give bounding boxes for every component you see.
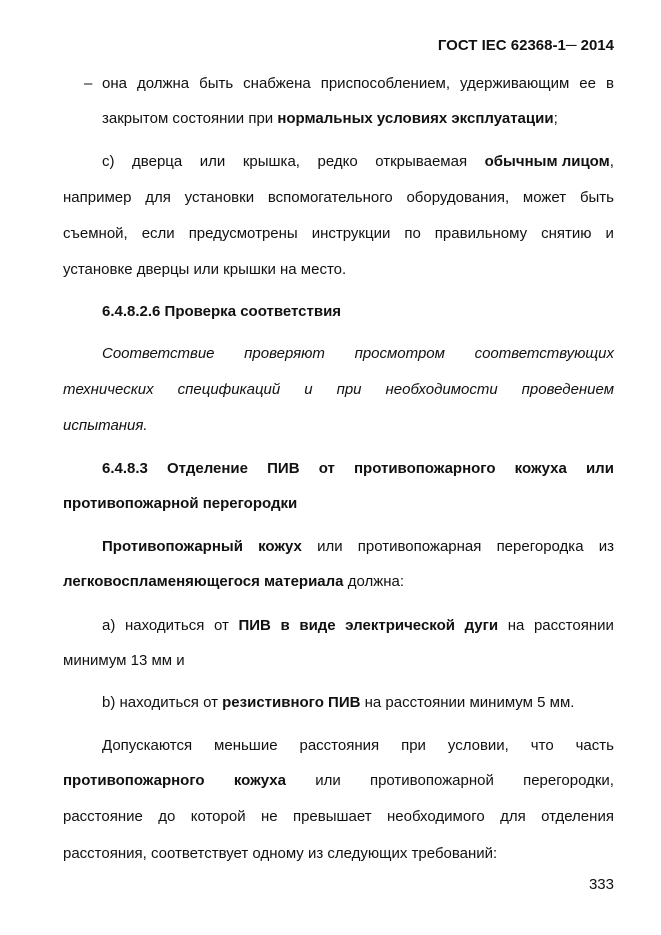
item-c-line-2: например для установки вспомогательного оборудования, может быть xyxy=(63,189,614,206)
item-c-line-3: съемной, если предусмотрены инструкции по правильному снятию и xyxy=(63,225,614,242)
item-c-line-1: с) дверца или крышка, редко открываемая обычным лицом, xyxy=(102,153,614,170)
w: с) xyxy=(102,153,115,170)
para2-line-4: расстояния, соответствует одному из следующих требований: xyxy=(63,845,498,862)
page-number: 333 xyxy=(588,876,614,893)
item-a-line-2: минимум 13 мм и xyxy=(63,652,185,669)
bullet-line-1: она должна быть снабжена приспособлением, удерживающим ее в xyxy=(102,75,614,92)
para1-line-2: легковоспламеняющегося материала должна: xyxy=(63,573,405,590)
section-heading-6-4-8-3-cont: противопожарной перегородки xyxy=(63,495,298,512)
para2-line-1: Допускаются меньшие расстояния при условии, что часть xyxy=(102,737,614,754)
bullet-line-2: закрытом состоянии при нормальных условиях эксплуатации; xyxy=(102,110,558,127)
section-heading-6-4-8-2-6: 6.4.8.2.6 Проверка соответствия xyxy=(102,303,342,320)
compliance-line-2: технических спецификаций и при необходимости проведением xyxy=(63,381,614,398)
bullet-marker: – xyxy=(84,75,93,92)
item-a-line-1: а) находиться от ПИВ в виде электрической дуги на расстоянии xyxy=(102,617,614,634)
item-b-line: b) находиться от резистивного ПИВ на расстоянии минимум 5 мм. xyxy=(102,694,575,711)
section-heading-6-4-8-3: 6.4.8.3 Отделение ПИВ от противопожарного кожуха или xyxy=(102,460,614,477)
item-c-line-4: установке дверцы или крышки на место. xyxy=(63,261,347,278)
compliance-line-3: испытания. xyxy=(63,417,148,434)
para2-line-3: расстояние до которой не превышает необходимого для отделения xyxy=(63,808,614,825)
standard-header: ГОСТ IEC 62368-1─ 2014 xyxy=(437,37,614,54)
para2-line-2: противопожарного кожуха или противопожарной перегородки, xyxy=(63,772,614,789)
para1-line-1: Противопожарный кожух или противопожарная перегородка из xyxy=(102,538,614,555)
compliance-line-1: Соответствие проверяют просмотром соответствующих xyxy=(102,345,614,362)
